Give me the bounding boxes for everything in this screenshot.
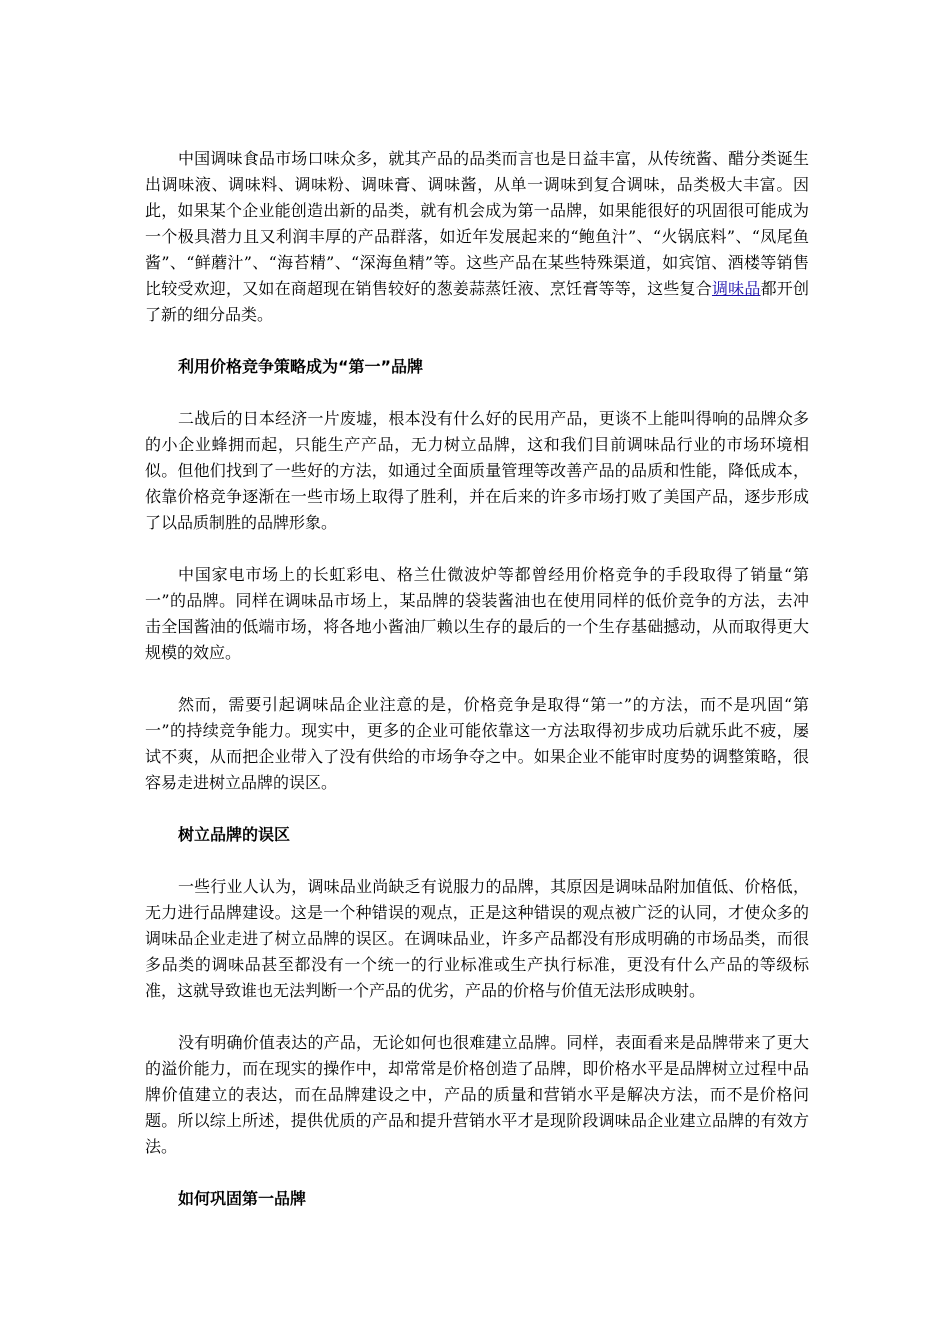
spacer [145, 796, 809, 822]
spacer [145, 536, 809, 562]
paragraph-industry-view: 一些行业人认为，调味品业尚缺乏有说服力的品牌，其原因是调味品附加值低、价格低，无力进行品牌建设。这是一个种错误的观点，正是这种错误的观点被广泛的认同，才使众多的调味品企业走进了树立品牌的误区。在调味品业，许多产品都没有形成明确的市场品类，而很多品类的调味品甚至都没有一个统一的行业标准或生产执行标准，更没有什么产品的等级标准，这就导致谁也无法判断一个产品的优劣，产品的价格与价值无法形成映射。 [145, 877, 809, 1000]
paragraph-caution: 然而，需要引起调味品企业注意的是，价格竞争是取得“第一”的方法，而不是巩固“第一”的持续竞争能力。现实中，更多的企业可能依靠这一方法取得初步成功后就乐此不疲，屡试不爽，从而把企业带入了没有供给的市场争夺之中。如果企业不能审时度势的调整策略，很容易走进树立品牌的误区。 [145, 695, 809, 792]
spacer [145, 380, 809, 406]
section-heading-price-competition: 利用价格竞争策略成为“第一”品牌 [178, 357, 424, 376]
paragraph-intro-tail: 都开创了新的细分品类。 [145, 279, 809, 324]
section-heading-misconception: 树立品牌的误区 [178, 825, 291, 844]
paragraph-intro [145, 146, 809, 328]
spacer [145, 328, 809, 354]
spacer [145, 666, 809, 692]
document-page [145, 146, 809, 1212]
paragraph-intro-text: 中国调味食品市场口味众多，就其产品的品类而言也是日益丰富，从传统酱、醋分类诞生出调味液、调味料、调味粉、调味膏、调味酱，从单一调味到复合调味，品类极大丰富。因此，如果某个企业能创造出新的品类，就有机会成为第一品牌，如果能很好的巩固很可能成为一个极具潜力且又利润丰厚的产品群落，如近年发展起来的“鲍鱼汁”、“火锅底料”、“凤尾鱼酱”、“鲜蘑汁”、“海苔精”、“深海鱼精”等。这些产品在某些特殊渠道，如宾馆、酒楼等销售比较受欢迎，又如在商超现在销售较好的葱姜蒜蒸饪液、烹饪膏等等，这些复合 [145, 149, 809, 298]
paragraph-japan: 二战后的日本经济一片废墟，根本没有什么好的民用产品，更谈不上能叫得响的品牌众多的小企业蜂拥而起，只能生产产品，无力树立品牌，这和我们目前调味品行业的市场环境相似。但他们找到了一些好的方法，如通过全面质量管理等改善产品的品质和性能，降低成本，依靠价格竞争逐渐在一些市场上取得了胜利，并在后来的许多市场打败了美国产品，逐步形成了以品质制胜的品牌形象。 [145, 409, 809, 532]
spacer [145, 848, 809, 874]
paragraph-appliances: 中国家电市场上的长虹彩电、格兰仕微波炉等都曾经用价格竞争的手段取得了销量“第一”的品牌。同样在调味品市场上，某品牌的袋装酱油也在使用同样的低价竞争的方法，去冲击全国酱油的低端市场，将各地小酱油厂赖以生存的最后的一个生存基础撼动，从而取得更大规模的效应。 [145, 565, 809, 662]
spacer [145, 1004, 809, 1030]
section-heading-consolidate: 如何巩固第一品牌 [178, 1189, 307, 1208]
spacer [145, 1160, 809, 1186]
paragraph-value-expression: 没有明确价值表达的产品，无论如何也很难建立品牌。同样，表面看来是品牌带来了更大的溢价能力，而在现实的操作中，却常常是价格创造了品牌，即价格水平是品牌树立过程中品牌价值建立的表达，而在品牌建设之中，产品的质量和营销水平是解决方法，而不是价格问题。所以综上所述，提供优质的产品和提升营销水平才是现阶段调味品企业建立品牌的有效方法。 [145, 1033, 809, 1156]
seasoning-link[interactable]: 调味品 [711, 279, 761, 298]
